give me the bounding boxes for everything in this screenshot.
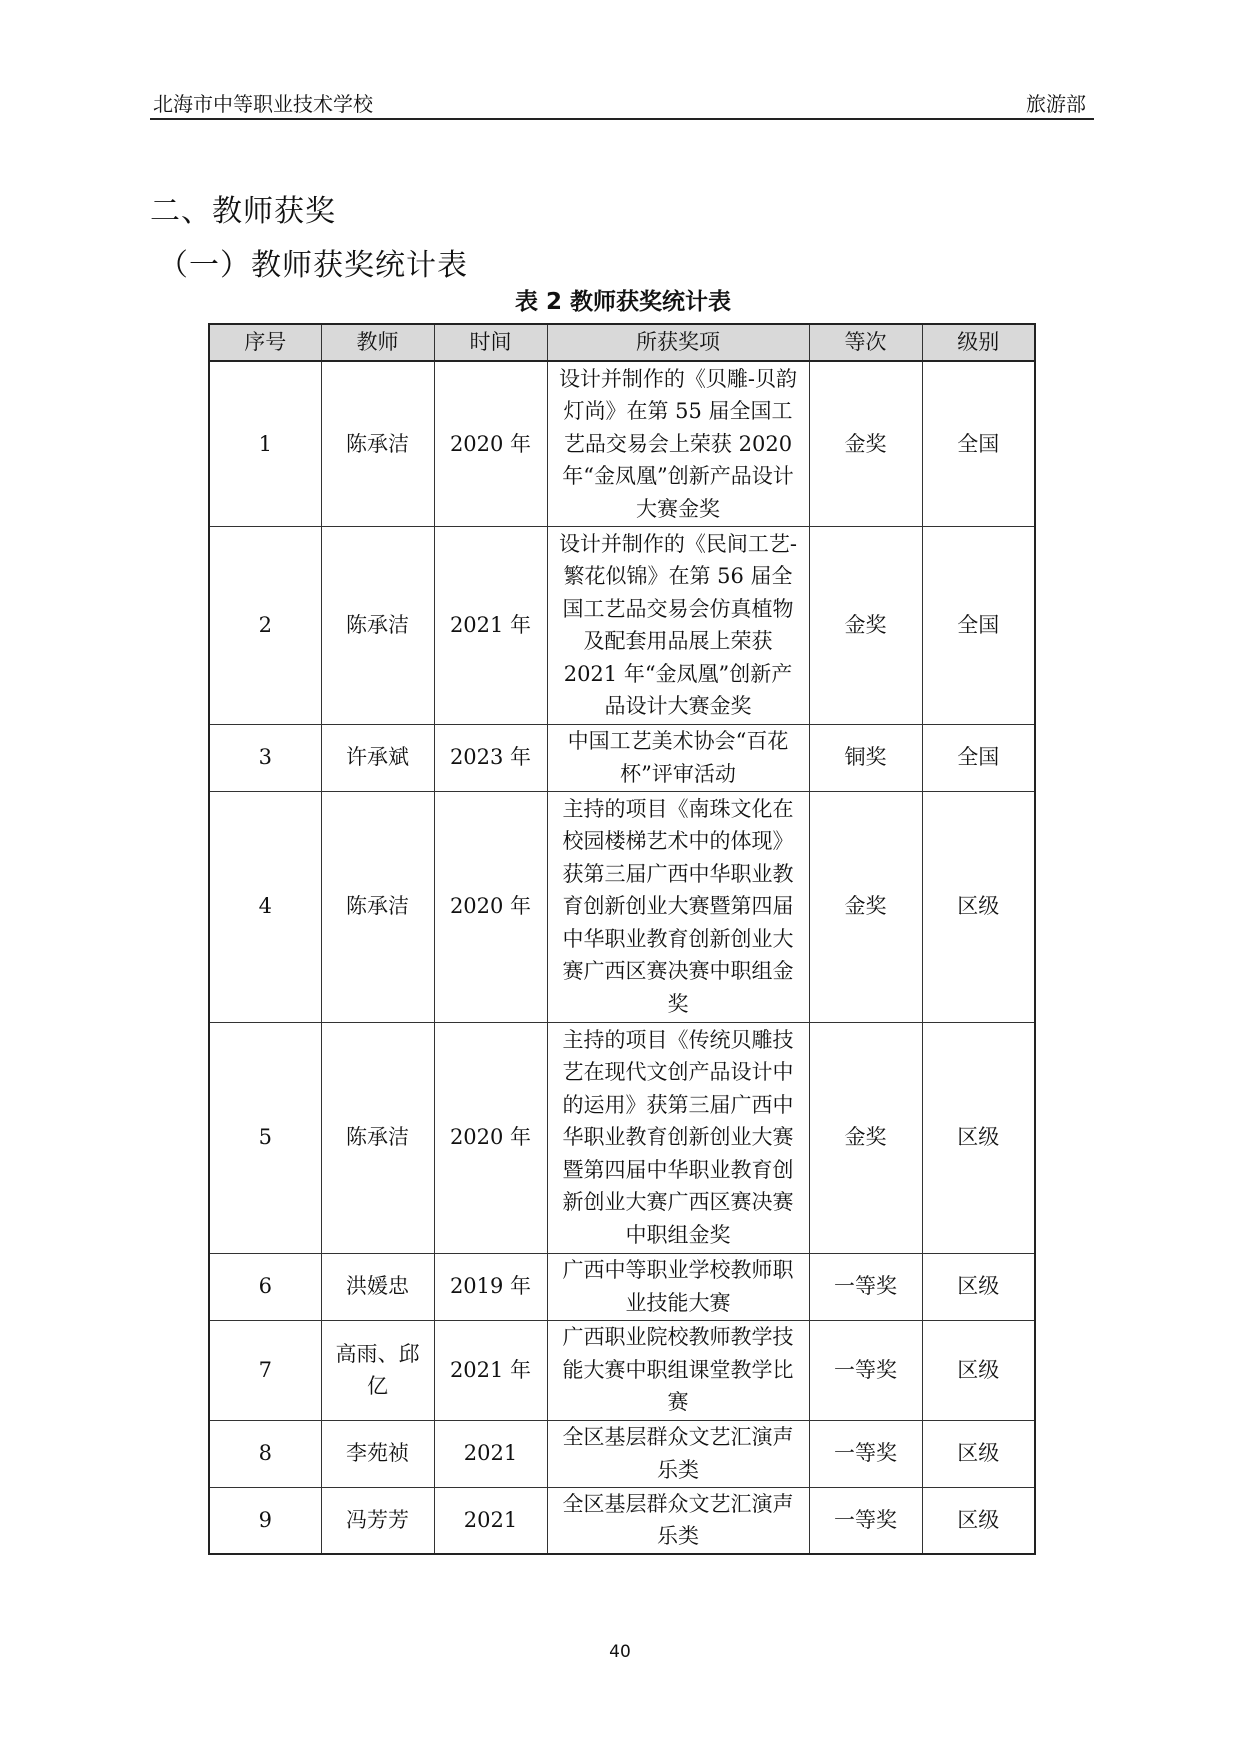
header-award: 所获奖项 xyxy=(547,324,809,361)
cell-rank: 金奖 xyxy=(809,791,922,1022)
cell-award: 全区基层群众文艺汇演声乐类 xyxy=(547,1420,809,1487)
cell-index: 8 xyxy=(209,1420,321,1487)
table-header-row xyxy=(209,324,1035,361)
cell-index: 5 xyxy=(209,1022,321,1253)
cell-time: 2020 年 xyxy=(434,1022,547,1253)
cell-level: 区级 xyxy=(922,1253,1035,1320)
cell-level: 区级 xyxy=(922,1022,1035,1253)
cell-rank: 一等奖 xyxy=(809,1487,922,1554)
cell-teacher: 高雨、邱亿 xyxy=(321,1320,434,1420)
cell-award: 主持的项目《南珠文化在校园楼梯艺术中的体现》获第三届广西中华职业教育创新创业大赛暨第四届中华职业教育创新创业大赛广西区赛决赛中职组金奖 xyxy=(547,791,809,1022)
cell-level: 全国 xyxy=(922,361,1035,526)
cell-index: 3 xyxy=(209,724,321,791)
cell-time: 2023 年 xyxy=(434,724,547,791)
cell-index: 7 xyxy=(209,1320,321,1420)
cell-rank: 一等奖 xyxy=(809,1420,922,1487)
cell-teacher: 陈承洁 xyxy=(321,526,434,724)
table-row xyxy=(209,1253,1035,1320)
cell-rank: 一等奖 xyxy=(809,1253,922,1320)
cell-teacher: 陈承洁 xyxy=(321,1022,434,1253)
cell-award: 设计并制作的《贝雕-贝韵灯尚》在第 55 届全国工艺品交易会上荣获 2020 年“金凤凰”创新产品设计大赛金奖 xyxy=(547,361,809,526)
table-row xyxy=(209,526,1035,724)
table-row xyxy=(209,1022,1035,1253)
school-name: 北海市中等职业技术学校 xyxy=(153,92,373,116)
cell-award: 主持的项目《传统贝雕技艺在现代文创产品设计中的运用》获第三届广西中华职业教育创新创业大赛暨第四届中华职业教育创新创业大赛广西区赛决赛中职组金奖 xyxy=(547,1022,809,1253)
awards-table xyxy=(208,323,1036,1555)
cell-award: 设计并制作的《民间工艺-繁花似锦》在第 56 届全国工艺品交易会仿真植物及配套用品展上荣获 2021 年“金凤凰”创新产品设计大赛金奖 xyxy=(547,526,809,724)
cell-rank: 金奖 xyxy=(809,1022,922,1253)
table-row xyxy=(209,724,1035,791)
department-name: 旅游部 xyxy=(1026,92,1086,116)
header-level: 级别 xyxy=(922,324,1035,361)
page-number: 40 xyxy=(609,1642,631,1662)
cell-level: 全国 xyxy=(922,526,1035,724)
table-row xyxy=(209,1420,1035,1487)
cell-index: 1 xyxy=(209,361,321,526)
header-index: 序号 xyxy=(209,324,321,361)
cell-index: 9 xyxy=(209,1487,321,1554)
cell-teacher: 冯芳芳 xyxy=(321,1487,434,1554)
cell-rank: 金奖 xyxy=(809,361,922,526)
section-title: 二、教师获奖 xyxy=(150,194,336,229)
cell-teacher: 洪媛忠 xyxy=(321,1253,434,1320)
header-teacher: 教师 xyxy=(321,324,434,361)
cell-index: 2 xyxy=(209,526,321,724)
subsection-title: （一）教师获奖统计表 xyxy=(158,248,468,283)
cell-level: 区级 xyxy=(922,1420,1035,1487)
cell-time: 2021 年 xyxy=(434,526,547,724)
table-row xyxy=(209,1487,1035,1554)
header-time: 时间 xyxy=(434,324,547,361)
cell-teacher: 许承斌 xyxy=(321,724,434,791)
cell-time: 2021 年 xyxy=(434,1320,547,1420)
cell-rank: 金奖 xyxy=(809,526,922,724)
cell-level: 区级 xyxy=(922,1320,1035,1420)
cell-award: 广西中等职业学校教师职业技能大赛 xyxy=(547,1253,809,1320)
cell-teacher: 陈承洁 xyxy=(321,791,434,1022)
cell-time: 2020 年 xyxy=(434,361,547,526)
cell-teacher: 陈承洁 xyxy=(321,361,434,526)
table-row xyxy=(209,791,1035,1022)
cell-award: 中国工艺美术协会“百花杯”评审活动 xyxy=(547,724,809,791)
header-rank: 等次 xyxy=(809,324,922,361)
cell-rank: 一等奖 xyxy=(809,1320,922,1420)
cell-index: 6 xyxy=(209,1253,321,1320)
cell-index: 4 xyxy=(209,791,321,1022)
cell-time: 2019 年 xyxy=(434,1253,547,1320)
cell-level: 区级 xyxy=(922,791,1035,1022)
table-row xyxy=(209,1320,1035,1420)
cell-time: 2020 年 xyxy=(434,791,547,1022)
cell-award: 广西职业院校教师教学技能大赛中职组课堂教学比赛 xyxy=(547,1320,809,1420)
page-header xyxy=(150,88,1094,120)
cell-award: 全区基层群众文艺汇演声乐类 xyxy=(547,1487,809,1554)
cell-level: 全国 xyxy=(922,724,1035,791)
cell-rank: 铜奖 xyxy=(809,724,922,791)
table-row xyxy=(209,361,1035,526)
table-caption: 表 2 教师获奖统计表 xyxy=(514,289,732,315)
cell-time: 2021 xyxy=(434,1487,547,1554)
cell-teacher: 李苑祯 xyxy=(321,1420,434,1487)
cell-time: 2021 xyxy=(434,1420,547,1487)
cell-level: 区级 xyxy=(922,1487,1035,1554)
